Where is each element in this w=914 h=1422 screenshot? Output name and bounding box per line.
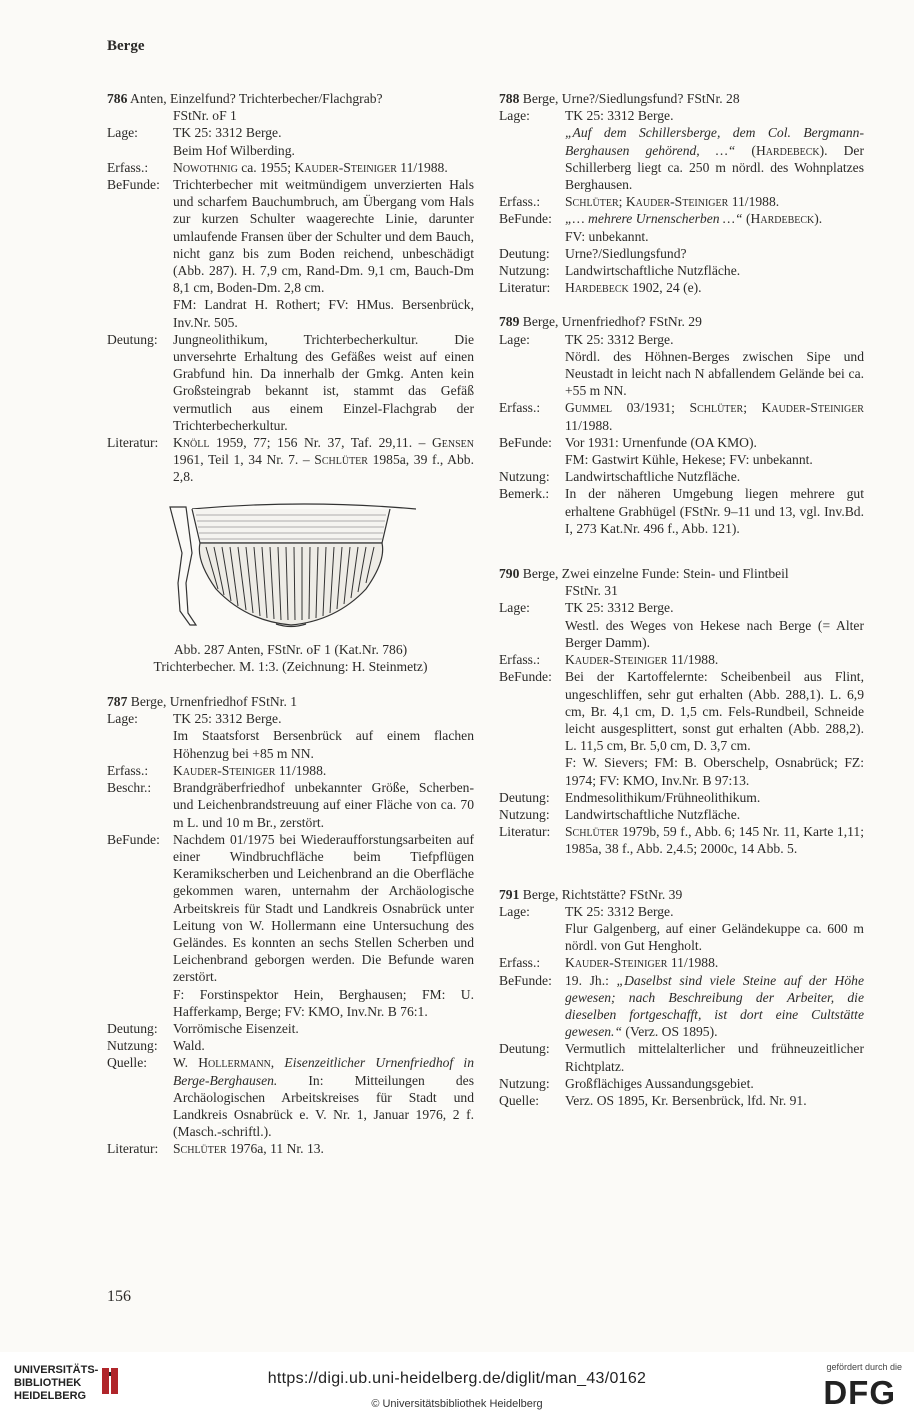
entry-number: 788 xyxy=(499,91,520,106)
field-value: 11/1988. xyxy=(667,652,719,668)
field-label: Lage: xyxy=(107,125,138,141)
beaker-drawing xyxy=(166,503,416,633)
field-nutzung xyxy=(499,262,864,279)
running-head: Berge xyxy=(107,38,145,54)
field-value: FM: Gastwirt Kühle, Hekese; FV: unbekannt. xyxy=(565,452,813,468)
field-value: TK 25: 3312 Berge. xyxy=(565,331,674,347)
field-value: Bei der Kartoffelernte: Scheibenbeil aus Flint, ungeschliffen, sehr gut erhalten (Abb. 288,1). L. 6,9 cm, Br. 4,1 cm, D. 1,5 cm. Fels-Rundbeil, Schneide leicht ausgesplittert, sonst gut erhalten (Abb. 288,2). L. 11,5 cm, Br. 5,0 cm, D. 3,7 cm. xyxy=(565,669,864,754)
author-name: Schlüter xyxy=(565,824,619,840)
field-befunde xyxy=(107,176,474,331)
author-name: Kauder-Steiniger xyxy=(565,955,668,971)
field-value: Vorrömische Eisenzeit. xyxy=(173,1020,299,1036)
quote: „Daselbst sind viele Steine auf der Höhe gewesen; nach Beschreibung der Arbeiter, die dieselben fortgeschafft, ist dort eine Cultstätte gewesen.“ xyxy=(565,972,864,1040)
field-value: TK 25: 3312 Berge. xyxy=(565,108,674,124)
author-name: Gensen xyxy=(431,435,474,451)
field-literatur xyxy=(107,434,474,486)
field-value: 1985a, 39 f., Abb. 2,8. xyxy=(173,452,474,485)
entry-title-cont: FStNr. 31 xyxy=(565,583,618,599)
field-label: Erfass.: xyxy=(499,194,541,210)
field-value: Trichterbecher mit weitmündigem unverzierten Hals und scharfem Bauchumbruch, am Übergang vom Hals zur kurzen Schulter waagerechte Linie, darunter umlaufende Fransen über der Schulter und dem Bauch, nicht ganz bis zum Boden reichend, unbeschädigt (Abb. 287). H. 7,9 cm, Rand-Dm. 9,1 cm, Bauch-Dm 8,1 cm, Boden-Dm. 2,8 cm. xyxy=(173,177,474,296)
field-value: TK 25: 3312 Berge. xyxy=(565,600,674,616)
entry-title: Berge, Richtstätte? FStNr. 39 xyxy=(519,886,683,902)
field-value: , xyxy=(270,1055,285,1071)
field-value: FV: unbekannt. xyxy=(565,228,649,244)
author-name: Schlüter xyxy=(314,452,368,468)
field-quelle xyxy=(107,1054,474,1140)
entry-number: 789 xyxy=(499,314,520,330)
field-lage xyxy=(499,107,864,193)
field-erfass xyxy=(499,954,864,971)
figure-caption: Trichterbecher. M. 1:3. (Zeichnung: H. Steinmetz) xyxy=(153,658,428,674)
field-deutung xyxy=(107,331,474,434)
author-name: Hardebeck xyxy=(565,280,629,296)
field-value: 03/1931; xyxy=(612,400,690,416)
field-label: Lage: xyxy=(499,600,530,616)
field-value: ). Der Schillerberg liegt ca. 250 m nördl. des Wohnplatzes Berghausen. xyxy=(565,142,864,193)
field-label: Deutung: xyxy=(499,1041,550,1057)
entry-791 xyxy=(499,886,864,1110)
field-value: ; xyxy=(618,194,626,210)
field-beschr xyxy=(107,779,474,831)
entry-789 xyxy=(499,313,864,537)
entry-790 xyxy=(499,565,864,857)
field-value: Landwirtschaftliche Nutzfläche. xyxy=(565,806,741,822)
field-label: Deutung: xyxy=(499,245,550,261)
author-name: Kauder-Steiniger xyxy=(294,159,397,175)
entry-heading xyxy=(107,90,474,124)
entry-title: Berge, Urne?/Siedlungsfund? FStNr. 28 xyxy=(519,91,740,106)
author-name: Kauder-Steiniger xyxy=(625,194,729,210)
field-label: Nutzung: xyxy=(499,806,550,822)
field-deutung xyxy=(499,1040,864,1074)
field-label: Erfass.: xyxy=(107,159,149,175)
figure-caption: Abb. 287 Anten, FStNr. oF 1 (Kat.Nr. 786) xyxy=(173,641,408,657)
field-value: Urne?/Siedlungsfund? xyxy=(565,245,687,261)
author-name: Gummel xyxy=(565,400,613,416)
field-label: Lage: xyxy=(499,108,530,124)
field-label: BeFunde: xyxy=(499,434,552,450)
field-label: Beschr.: xyxy=(107,780,152,796)
field-value: Jungneolithikum, Trichterbecherkultur. Die unversehrte Erhaltung des Gefäßes weist auf einen Grabfund hin. Da innerhalb der Gmkg. Anten kein Großsteingrab bekannt ist, stammt das Gefäß vermutlich aus einem Einzel-Flachgrab der Trichterbecherkultur. xyxy=(173,331,474,433)
field-label: Bemerk.: xyxy=(499,486,550,502)
field-befunde xyxy=(499,668,864,788)
field-erfass xyxy=(499,651,864,668)
field-value: F: Forstinspektor Hein, Berghausen; FM: U. Hafferkamp, Berge; FV: KMO, Inv.Nr. B 76:1. xyxy=(173,986,474,1019)
field-lage xyxy=(107,710,474,762)
field-literatur xyxy=(499,823,864,857)
field-value: W. xyxy=(173,1055,199,1071)
quote: „Auf dem Schillersberge, dem Col. Bergmann-Berghausen gehörend, …“ xyxy=(565,125,864,158)
field-nutzung xyxy=(499,468,864,485)
field-label: Nutzung: xyxy=(499,469,550,485)
quote: „… mehrere Urnenscherben …“ xyxy=(565,211,743,227)
field-label: Nutzung: xyxy=(107,1038,158,1054)
field-value: 1959, 77; 156 Nr. 37, Taf. 29,11. – xyxy=(209,435,432,451)
field-literatur xyxy=(107,1140,474,1157)
entry-787 xyxy=(107,693,474,1157)
field-label: Deutung: xyxy=(107,331,158,347)
right-column xyxy=(499,90,864,1126)
permalink-url[interactable]: https://digi.ub.uni-heidelberg.de/diglit/man_43/0162 xyxy=(267,1370,647,1387)
field-label: Erfass.: xyxy=(499,955,541,971)
field-label: Erfass.: xyxy=(107,762,149,778)
field-label: BeFunde: xyxy=(107,177,160,193)
left-column xyxy=(107,90,474,1175)
field-befunde xyxy=(499,210,864,244)
entry-heading xyxy=(107,693,474,710)
field-value: ; xyxy=(743,400,762,416)
footer-bar xyxy=(0,1352,914,1422)
entry-heading xyxy=(499,565,864,599)
field-value: Beim Hof Wilberding. xyxy=(173,142,295,158)
field-value xyxy=(565,210,864,227)
author-name: Schlüter xyxy=(689,400,744,416)
field-bemerk xyxy=(499,485,864,537)
field-value: 11/1988. xyxy=(667,955,719,971)
entry-number: 786 xyxy=(107,91,128,106)
field-label: Nutzung: xyxy=(499,263,550,279)
field-value: Landwirtschaftliche Nutzfläche. xyxy=(565,469,741,485)
field-deutung xyxy=(499,789,864,806)
entry-title: Berge, Urnenfriedhof? FStNr. 29 xyxy=(519,314,702,330)
field-value: Vor 1931: Urnenfunde (OA KMO). xyxy=(565,434,757,450)
field-lage xyxy=(107,124,474,158)
author-name: Knöll xyxy=(173,435,210,451)
entry-788 xyxy=(499,90,864,296)
field-deutung xyxy=(107,1020,474,1037)
field-deutung xyxy=(499,245,864,262)
field-value: Brandgräberfriedhof unbekannter Größe, Scherben- und Leichenbrandstreuung auf einer Fläche von ca. 70 m L. und 10 m Br., zerstört. xyxy=(173,780,474,830)
field-label: Literatur: xyxy=(499,280,551,296)
author-name: Nowothnig xyxy=(173,159,238,175)
field-value: ( xyxy=(742,211,751,227)
field-label: Lage: xyxy=(499,331,530,347)
author-name: Hardebeck xyxy=(755,142,820,158)
field-label: BeFunde: xyxy=(499,211,552,227)
field-befunde xyxy=(499,972,864,1041)
field-befunde xyxy=(107,831,474,1020)
entry-number: 787 xyxy=(107,694,128,710)
logo-text: BIBLIOTHEK xyxy=(14,1377,82,1389)
logo-text: HEIDELBERG xyxy=(14,1390,87,1402)
entry-786 xyxy=(107,90,474,486)
field-label: Erfass.: xyxy=(499,652,541,668)
field-label: Nutzung: xyxy=(499,1075,550,1091)
field-value: 1902, 24 (e). xyxy=(628,280,702,296)
field-label: BeFunde: xyxy=(107,831,160,847)
field-value: TK 25: 3312 Berge. xyxy=(173,711,282,727)
copyright-notice: © Universitätsbibliothek Heidelberg xyxy=(371,1398,543,1410)
field-label: Lage: xyxy=(107,711,138,727)
author-name: Kauder-Steiniger xyxy=(173,762,276,778)
field-erfass xyxy=(499,399,864,433)
field-label: Literatur: xyxy=(107,1141,159,1157)
field-label: Deutung: xyxy=(499,789,550,805)
field-value: TK 25: 3312 Berge. xyxy=(565,903,674,919)
field-value: ( xyxy=(735,142,756,158)
field-label: Quelle: xyxy=(499,1092,540,1108)
field-value: Verz. OS 1895, Kr. Bersenbrück, lfd. Nr. 91. xyxy=(565,1092,807,1108)
field-value: 11/1988. xyxy=(728,194,780,210)
dfg-logo[interactable]: DFG xyxy=(823,1374,896,1411)
entry-title: Anten, Einzelfund? Trichterbecher/Flachgrab? xyxy=(127,91,383,106)
field-value: TK 25: 3312 Berge. xyxy=(173,125,282,141)
field-label: Literatur: xyxy=(107,435,159,451)
field-value: 11/1988. xyxy=(396,159,448,175)
field-quelle xyxy=(499,1092,864,1109)
field-value: In: Mitteilungen des Archäologischen Arbeitskreises für Stadt und Landkreis Osnabrück e. V. Nr. 1, Januar 1976, 2 f. (Masch.-schriftl.). xyxy=(173,1072,474,1140)
field-nutzung xyxy=(499,1075,864,1092)
logo-text: UNIVERSITÄTS- xyxy=(14,1364,99,1376)
field-befunde xyxy=(499,434,864,468)
field-lage xyxy=(499,599,864,651)
field-label: BeFunde: xyxy=(499,972,552,988)
field-erfass xyxy=(107,762,474,779)
dfg-funding-note: gefördert durch die xyxy=(826,1362,902,1372)
author-name: Hardebeck xyxy=(750,211,815,227)
author-name: Schlüter xyxy=(565,194,619,210)
source-title: Eisenzeitlicher Urnenfriedhof in Berge-Berghausen. xyxy=(173,1055,474,1088)
field-lage xyxy=(499,903,864,955)
entry-heading xyxy=(499,90,864,107)
field-label: Deutung: xyxy=(107,1020,158,1036)
field-value xyxy=(565,124,864,193)
field-value: Nördl. des Höhnen-Berges zwischen Sipe und Neustadt in leicht nach N abfallendem Gelände bei ca. +55 m NN. xyxy=(565,348,864,399)
field-value: 11/1988. xyxy=(275,762,327,778)
field-value: Landwirtschaftliche Nutzfläche. xyxy=(565,263,741,279)
author-name: Hollermann xyxy=(198,1055,271,1071)
entry-number: 791 xyxy=(499,886,520,902)
field-label: Quelle: xyxy=(107,1055,148,1071)
page-number: 156 xyxy=(107,1288,131,1305)
field-erfass xyxy=(107,159,474,176)
field-label: Lage: xyxy=(499,903,530,919)
field-value: In der näheren Umgebung liegen mehrere gut erhaltene Grabhügel (FStNr. 9–11 und 13, vgl. Inv.Bd. I, 273 Kat.Nr. 496 f., Abb. 121). xyxy=(565,486,864,536)
field-value: Nachdem 01/1975 bei Wiederaufforstungsarbeiten auf einer Windbruchfläche beim Tiefpflügen Keramikscherben und Leichenbrand an die Oberfläche gekommen waren, unternahm der Archäologische Arbeitskreis für Stadt und Landkreis Osnabrück unter Leitung von W. Hollermann eine Untersuchung des Geländes. Es konnten an sechs Stellen Scherben und Leichenbrand geborgen werden. Die Befunde waren zerstört. xyxy=(173,831,474,985)
field-value: 1976a, 11 Nr. 13. xyxy=(226,1141,324,1157)
field-literatur xyxy=(499,279,864,296)
field-value: Vermutlich mittelalterlicher und frühneuzeitlicher Richtplatz. xyxy=(565,1041,864,1074)
entry-title: Berge, Zwei einzelne Funde: Stein- und Flintbeil xyxy=(519,566,789,582)
field-value: 19. Jh.: xyxy=(565,972,617,988)
entry-heading xyxy=(499,886,864,903)
entry-heading xyxy=(499,313,864,330)
field-value: Wald. xyxy=(173,1038,205,1054)
field-label: Erfass.: xyxy=(499,400,541,416)
field-value: Im Staatsforst Bersenbrück auf einem flachen Höhenzug bei +85 m NN. xyxy=(173,728,474,761)
field-value: 11/1988. xyxy=(565,417,613,433)
author-name: Kauder-Steiniger xyxy=(565,652,668,668)
field-label: Literatur: xyxy=(499,824,551,840)
author-name: Kauder-Steiniger xyxy=(761,400,864,416)
field-erfass xyxy=(499,193,864,210)
field-value: 1961, Teil 1, 34 Nr. 7. – xyxy=(173,452,315,468)
field-lage xyxy=(499,331,864,400)
field-value: ). xyxy=(814,211,823,227)
field-value: FM: Landrat H. Rothert; FV: HMus. Bersenbrück, Inv.Nr. 505. xyxy=(173,297,474,330)
field-value: Endmesolithikum/Frühneolithikum. xyxy=(565,789,761,805)
field-value: F: W. Sievers; FM: B. Oberschelp, Osnabrück; FZ: 1974; FV: KMO, Inv.Nr. B 97:13. xyxy=(565,755,864,788)
entry-title-cont: FStNr. oF 1 xyxy=(173,108,237,124)
field-label: BeFunde: xyxy=(499,669,552,685)
field-value: Großflächiges Aussandungsgebiet. xyxy=(565,1075,754,1091)
field-nutzung xyxy=(107,1037,474,1054)
entry-number: 790 xyxy=(499,566,520,582)
field-value: ca. 1955; xyxy=(237,159,295,175)
field-value: Flur Galgenberg, auf einer Geländekuppe ca. 600 m nördl. von Gut Hengholt. xyxy=(565,920,864,954)
field-nutzung xyxy=(499,806,864,823)
author-name: Schlüter xyxy=(173,1141,227,1157)
entry-title: Berge, Urnenfriedhof FStNr. 1 xyxy=(127,694,298,710)
field-value: 1979b, 59 f., Abb. 6; 145 Nr. 11, Karte 1,11; 1985a, 38 f., Abb. 2,4.5; 2000c, 14 Abb. 5. xyxy=(565,824,864,857)
figure-287 xyxy=(107,503,474,675)
field-value: Westl. des Weges von Hekese nach Berge (= Alter Berger Damm). xyxy=(565,617,864,650)
field-value: (Verz. OS 1895). xyxy=(622,1024,718,1040)
